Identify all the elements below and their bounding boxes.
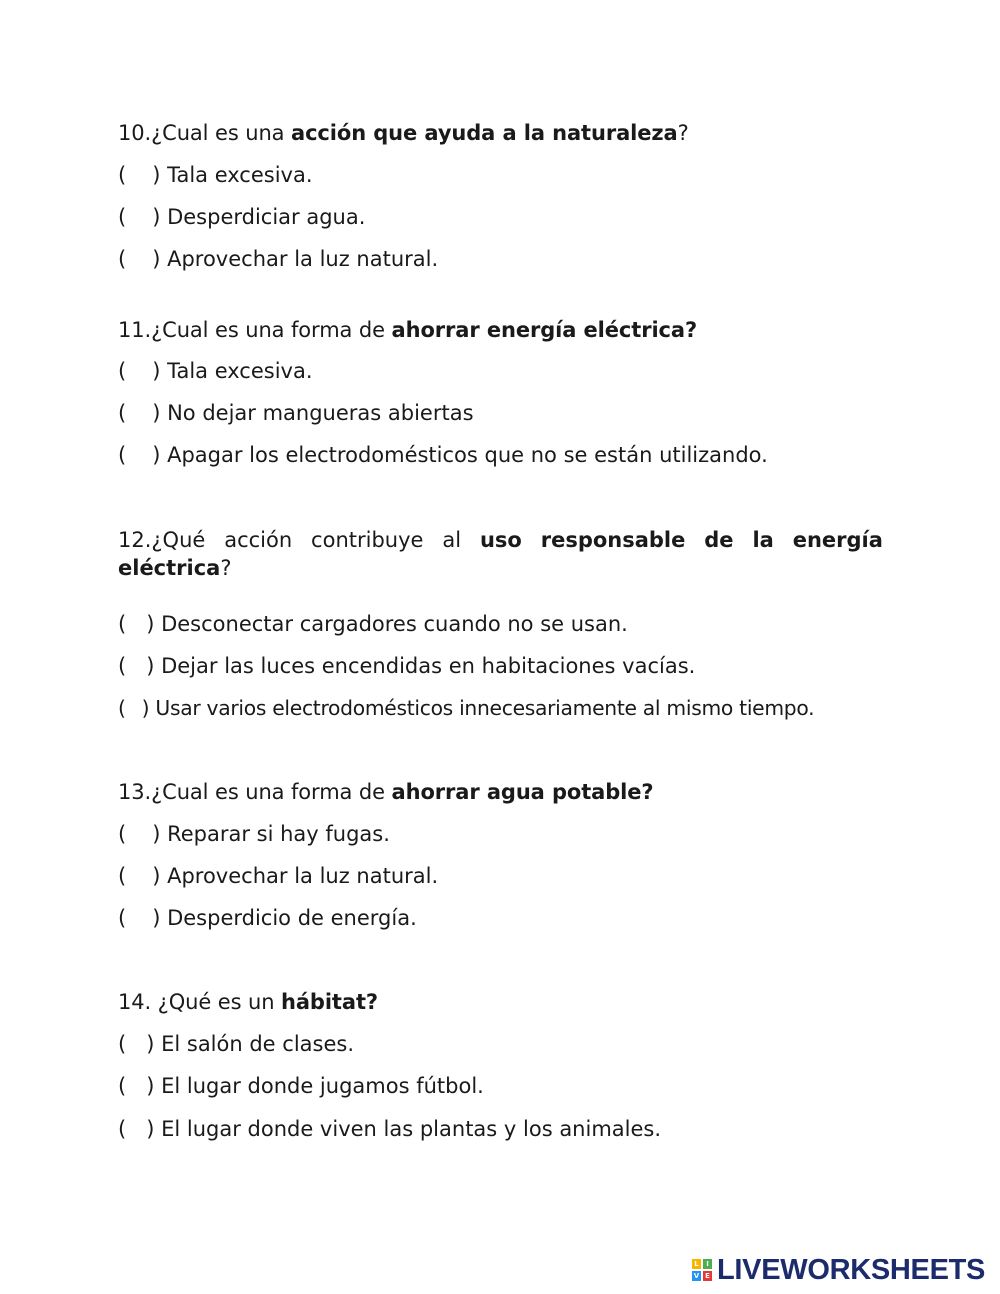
question-12-line-2-bold: eléctrica	[118, 556, 221, 580]
question-11-bold: ahorrar energía eléctrica?	[391, 318, 698, 342]
question-13-prefix: 13.¿Cual es una forma de	[118, 780, 392, 804]
paren-open: (	[118, 205, 127, 229]
question-11-prefix: 11.¿Cual es una forma de	[118, 318, 392, 342]
option-text: Reparar si hay fugas.	[167, 822, 390, 846]
option-text: Apagar los electrodomésticos que no se están utilizando.	[167, 443, 768, 467]
question-10-option-1[interactable]	[118, 161, 313, 189]
question-10-suffix: ?	[677, 121, 689, 145]
question-13-option-1[interactable]	[118, 820, 390, 848]
question-10-option-2[interactable]	[118, 203, 365, 231]
question-11-option-1[interactable]	[118, 357, 313, 385]
option-text: El lugar donde jugamos fútbol.	[161, 1074, 484, 1098]
paren-open: (	[118, 247, 127, 271]
question-12	[118, 526, 883, 582]
question-12-option-3[interactable]	[118, 694, 814, 722]
question-12-bold-word: la	[752, 528, 774, 552]
question-11-option-3[interactable]	[118, 441, 768, 469]
paren-close: )	[152, 443, 161, 467]
paren-close: )	[152, 906, 161, 930]
question-12-bold-word: uso	[479, 528, 522, 552]
question-14-option-2[interactable]	[118, 1072, 484, 1100]
paren-close: )	[146, 1074, 155, 1098]
paren-open: (	[118, 1074, 127, 1098]
option-text: No dejar mangueras abiertas	[167, 401, 474, 425]
option-text: Usar varios electrodomésticos innecesariamente al mismo tiempo.	[155, 696, 815, 720]
question-11	[118, 316, 697, 344]
question-11-option-2[interactable]	[118, 399, 474, 427]
option-text: Desperdicio de energía.	[167, 906, 417, 930]
logo-mark-icon	[692, 1259, 712, 1281]
logo-mark-letter: L	[692, 1259, 701, 1269]
question-12-line-2-suffix: ?	[220, 556, 232, 580]
paren-close: )	[152, 401, 161, 425]
paren-close: )	[146, 654, 155, 678]
question-13-option-3[interactable]	[118, 904, 417, 932]
option-text: El lugar donde viven las plantas y los animales.	[161, 1117, 662, 1141]
paren-open: (	[118, 1117, 127, 1141]
question-12-bold-word: de	[704, 528, 734, 552]
question-13-option-2[interactable]	[118, 862, 438, 890]
paren-close: )	[146, 1117, 155, 1141]
paren-close: )	[152, 163, 161, 187]
question-12-option-2[interactable]	[118, 652, 695, 680]
paren-open: (	[118, 822, 127, 846]
option-text: Desconectar cargadores cuando no se usan.	[161, 612, 628, 636]
paren-close: )	[141, 696, 150, 720]
paren-close: )	[152, 205, 161, 229]
paren-open: (	[118, 864, 127, 888]
question-14-option-1[interactable]	[118, 1030, 354, 1058]
logo-mark-letter: I	[703, 1259, 712, 1269]
question-13-bold: ahorrar agua potable?	[391, 780, 654, 804]
logo-mark-letter: V	[693, 1272, 700, 1280]
paren-close: )	[146, 612, 155, 636]
question-12-bold-word: energía	[792, 528, 883, 552]
option-text: Aprovechar la luz natural.	[167, 247, 439, 271]
paren-open: (	[118, 359, 127, 383]
question-12-word: acción	[224, 528, 293, 552]
paren-open: (	[118, 443, 127, 467]
paren-open: (	[118, 654, 127, 678]
question-13	[118, 778, 654, 806]
paren-close: )	[152, 247, 161, 271]
question-12-word: al	[442, 528, 462, 552]
option-text: El salón de clases.	[161, 1032, 355, 1056]
paren-open: (	[118, 906, 127, 930]
logo-text: LIVEWORKSHEETS	[717, 1253, 986, 1286]
question-12-word: contribuye	[311, 528, 424, 552]
option-text: Tala excesiva.	[167, 163, 313, 187]
paren-open: (	[118, 401, 127, 425]
question-10-prefix: 10.¿Cual es una	[118, 121, 291, 145]
question-10-option-3[interactable]	[118, 245, 438, 273]
question-14-option-3[interactable]	[118, 1115, 661, 1143]
option-text: Desperdiciar agua.	[167, 205, 366, 229]
paren-close: )	[146, 1032, 155, 1056]
question-10-bold: acción que ayuda a la naturaleza	[291, 121, 678, 145]
question-12-bold-word: responsable	[540, 528, 686, 552]
option-text: Aprovechar la luz natural.	[167, 864, 439, 888]
question-12-option-1[interactable]	[118, 610, 628, 638]
paren-close: )	[152, 864, 161, 888]
logo-mark-letter: E	[703, 1271, 712, 1281]
question-14-prefix: 14. ¿Qué es un	[118, 990, 281, 1014]
paren-close: )	[152, 822, 161, 846]
paren-open: (	[118, 163, 127, 187]
option-text: Tala excesiva.	[167, 359, 313, 383]
question-14	[118, 988, 378, 1016]
question-12-line-1	[118, 526, 883, 554]
question-12-line-2	[118, 554, 883, 582]
question-12-word: 12.¿Qué	[118, 528, 206, 552]
paren-open: (	[118, 696, 126, 720]
paren-open: (	[118, 1032, 127, 1056]
question-10	[118, 119, 689, 147]
option-text: Dejar las luces encendidas en habitaciones vacías.	[161, 654, 696, 678]
question-14-bold: hábitat?	[280, 990, 378, 1014]
liveworksheets-logo	[692, 1253, 985, 1287]
paren-close: )	[152, 359, 161, 383]
paren-open: (	[118, 612, 127, 636]
